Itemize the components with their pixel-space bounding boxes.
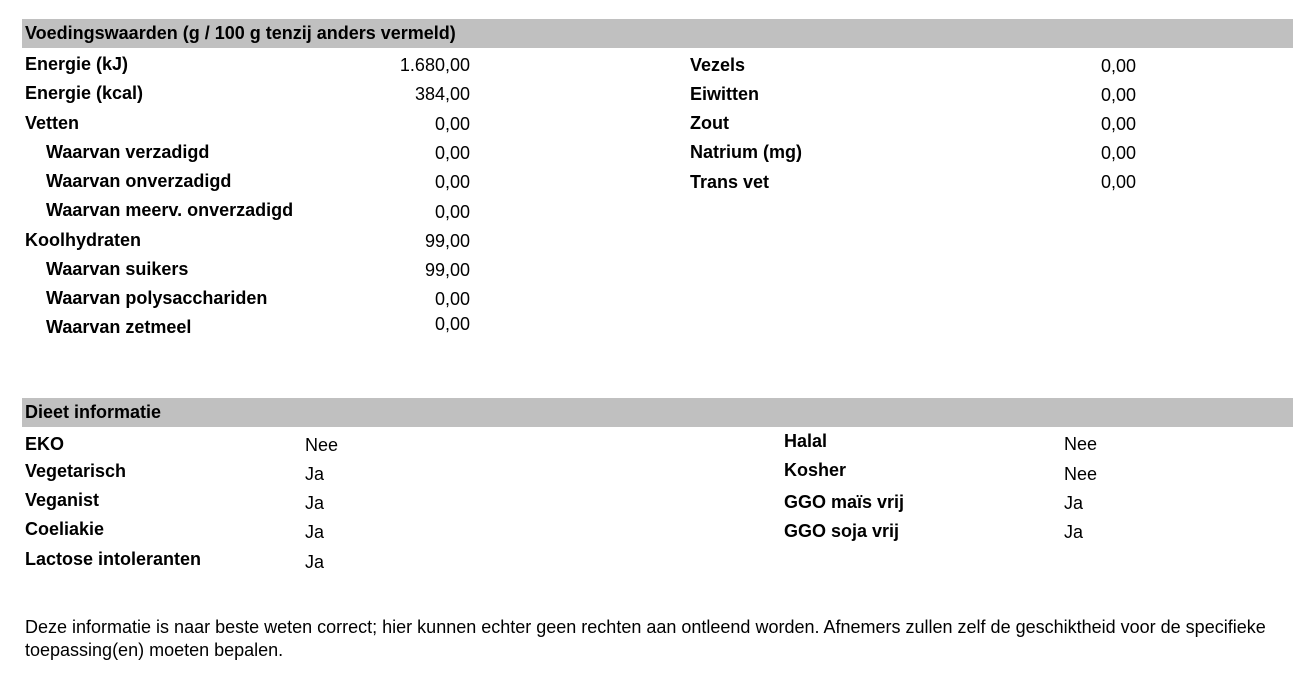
diet-label: Coeliakie — [25, 519, 105, 539]
nutrition-value: 384,00 — [414, 84, 470, 104]
diet-value: Nee — [305, 435, 339, 455]
diet-label: Kosher — [784, 460, 847, 480]
nutrition-sublabel: Waarvan polysacchariden — [46, 288, 268, 308]
diet-value: Nee — [1064, 464, 1098, 484]
nutrition-value: 0,00 — [434, 202, 470, 222]
disclaimer-text: Deze informatie is naar beste weten correct; hier kunnen echter geen rechten aan ontleend worden. Afnemers zullen zelf de geschiktheid voor de specifieke toepassing(en) moeten bepalen. — [25, 617, 1266, 660]
nutrition-label: Koolhydraten — [25, 230, 142, 250]
nutrition-label: Energie (kcal) — [25, 83, 144, 103]
nutrition-label: Energie (kJ) — [25, 54, 129, 74]
nutrition-value: 1.680,00 — [399, 55, 470, 75]
diet-label: GGO soja vrij — [784, 521, 900, 541]
nutrition-value: 0,00 — [434, 172, 470, 192]
nutrition-value: 99,00 — [424, 260, 470, 280]
diet-value: Ja — [305, 464, 325, 484]
nutrition-sublabel: Waarvan suikers — [46, 259, 189, 279]
nutrition-value: 0,00 — [1100, 56, 1136, 76]
diet-value: Ja — [305, 522, 325, 542]
nutrition-value: 0,00 — [434, 314, 470, 334]
diet-label: EKO — [25, 434, 65, 454]
nutrition-label: Eiwitten — [690, 84, 760, 104]
nutrition-label: Zout — [690, 113, 729, 133]
diet-label: Lactose intoleranten — [25, 549, 202, 569]
nutrition-sublabel: Waarvan meerv. onverzadigd — [46, 200, 294, 220]
diet-label: Veganist — [25, 490, 100, 510]
diet-value: Ja — [1064, 493, 1084, 513]
diet-value: Nee — [1064, 434, 1098, 454]
nutrition-sublabel: Waarvan verzadigd — [46, 142, 210, 162]
diet-label: GGO maïs vrij — [784, 492, 905, 512]
nutrition-label: Vetten — [25, 113, 80, 133]
nutrition-value: 0,00 — [434, 143, 470, 163]
nutrition-value: 0,00 — [434, 114, 470, 134]
nutrition-sublabel: Waarvan zetmeel — [46, 317, 192, 337]
nutrition-value: 99,00 — [424, 231, 470, 251]
diet-header: Dieet informatie — [22, 398, 1293, 427]
diet-value: Ja — [305, 552, 325, 572]
nutrition-value: 0,00 — [1100, 172, 1136, 192]
nutrition-label: Natrium (mg) — [690, 142, 802, 162]
diet-label: Halal — [784, 431, 828, 451]
nutrition-label: Trans vet — [690, 172, 770, 192]
nutrition-value: 0,00 — [1100, 85, 1136, 105]
nutrition-value: 0,00 — [1100, 114, 1136, 134]
diet-value: Ja — [305, 493, 325, 513]
nutrition-sublabel: Waarvan onverzadigd — [46, 171, 232, 191]
nutrition-label: Vezels — [690, 55, 746, 75]
diet-value: Ja — [1064, 522, 1084, 542]
nutrition-value: 0,00 — [434, 289, 470, 309]
diet-label: Vegetarisch — [25, 461, 127, 481]
nutrition-value: 0,00 — [1100, 143, 1136, 163]
nutrition-header: Voedingswaarden (g / 100 g tenzij anders vermeld) — [22, 19, 1293, 48]
